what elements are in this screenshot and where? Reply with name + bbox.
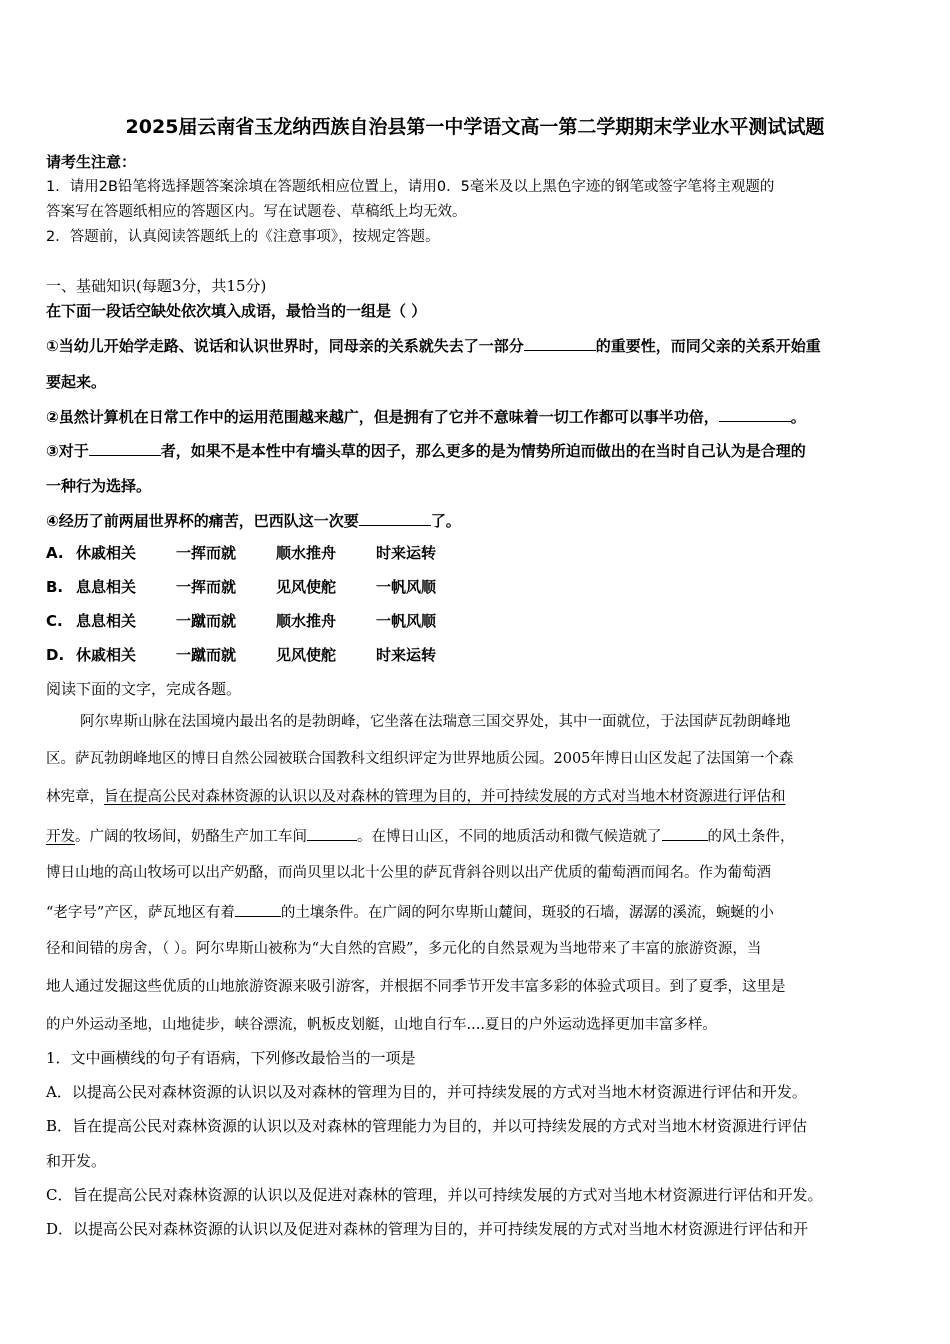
option-key: A. [46,544,64,562]
passage-line-5: 博日山地的高山牧场可以出产奶酪，而尚贝里以北十公里的萨瓦背斜谷则以出产优质的葡萄酒而闻名。作为葡萄酒 [46,865,771,881]
option-c [46,611,436,631]
option-idiom-2: 一挥而就 [176,578,237,596]
option-idiom-3: 顺水推舟 [276,544,337,562]
answer-blank [235,901,281,917]
option-idiom-4: 时来运转 [376,646,437,664]
option-d [46,645,436,665]
passage-line-8: 地人通过发掘这些优质的山地旅游资源来吸引游客，并根据不同季节开发丰富多彩的体验式项目。到了夏季，这里是 [46,979,786,995]
question-1-option-d: D．以提高公民对森林资源的认识以及促进对森林的管理为目的，并可持续发展的方式对当地木材资源进行评估和开 [46,1220,809,1238]
passage-line-3-pre: 林宪章， [46,789,104,805]
question-stem: 在下面一段话空缺处依次填入成语，最恰当的一组是（ ） [46,302,427,320]
passage-line-7: 径和间错的房舍，（ ）。阿尔卑斯山被称为“大自然的宫殿”，多元化的自然景观为当地带来了丰富的旅游资源，当 [46,941,762,957]
option-idiom-2: 一蹴而就 [176,646,237,664]
option-idiom-3: 见风使舵 [276,578,337,596]
sentence-1b: 要起来。 [46,373,107,391]
passage-line-1: 阿尔卑斯山脉在法国境内最出名的是勃朗峰，它坐落在法瑞意三国交界处，其中一面就位，于法国萨瓦勃朗峰地 [80,714,791,730]
underlined-sentence-end: 开发 [46,829,75,845]
question-1-option-c: C．旨在提高公民对森林资源的认识以及促进对森林的管理，并以可持续发展的方式对当地木材资源进行评估和开发。 [46,1186,823,1204]
option-key: B. [46,578,64,596]
question-1-stem: 1．文中画横线的句子有语病，下列修改最恰当的一项是 [46,1049,416,1067]
sentence-2 [46,406,806,427]
option-a [46,543,436,563]
option-idiom-4: 时来运转 [376,544,437,562]
option-b [46,577,436,597]
question-1-option-a: A．以提高公民对森林资源的认识以及对森林的管理为目的，并可持续发展的方式对当地木材资源进行评估和开发。 [46,1083,807,1101]
notice-line-1b: 答案写在答题纸相应的答题区内。写在试题卷、草稿纸上均无效。 [46,204,467,220]
option-idiom-1: 休戚相关 [76,646,137,664]
option-idiom-1: 休戚相关 [76,544,137,562]
underlined-sentence: 旨在提高公民对森林资源的认识以及对森林的管理为目的，并可持续发展的方式对当地木材资源进行评估和 [104,789,786,805]
passage-line-4-mid2: 。在博日山区，不同的地质活动和微气候造就了 [357,829,662,845]
option-idiom-2: 一蹴而就 [176,612,237,630]
sentence-3a-pre: ③对于 [46,442,89,460]
answer-blank [359,510,431,526]
sentence-2-post: 。 [790,408,806,426]
section-heading: 一、基础知识(每题3分，共15分) [46,277,267,295]
passage-line-4-post: 的风土条件， [707,829,795,845]
option-idiom-2: 一挥而就 [176,544,237,562]
sentence-4 [46,510,461,531]
notice-line-1a: 1．请用2B铅笔将选择题答案涂填在答题纸相应位置上，请用0．5毫米及以上黑色字迹的钢笔或签字笔将主观题的 [46,179,775,195]
sentence-1a [46,335,821,356]
sentence-2-pre: ②虽然计算机在日常工作中的运用范围越来越广，但是拥有了它并不意味着一切工作都可以事半功倍， [46,408,719,426]
passage-line-6 [46,901,774,923]
passage-line-3 [46,787,786,807]
option-idiom-1: 息息相关 [76,612,137,630]
option-key: D. [46,646,65,664]
question-1-option-b1: B．旨在提高公民对森林资源的认识以及对森林的管理能力为目的，并以可持续发展的方式对当地木材资源进行评估 [46,1117,808,1135]
option-idiom-4: 一帆风顺 [376,612,437,630]
sentence-1a-pre: ①当幼儿开始学走路、说话和认识世界时，同母亲的关系就失去了一部分 [46,337,524,355]
passage-line-6-pre: “老字号”产区，萨瓦地区有着 [46,905,235,921]
reading-intro: 阅读下面的文字，完成各题。 [46,680,242,698]
sentence-4-pre: ④经历了前两届世界杯的痛苦，巴西队这一次要 [46,512,359,530]
option-idiom-4: 一帆风顺 [376,578,437,596]
option-idiom-1: 息息相关 [76,578,137,596]
answer-blank [662,825,708,841]
sentence-4-post: 了。 [430,512,461,530]
passage-line-2: 区。萨瓦勃朗峰地区的博日自然公园被联合国教科文组织评定为世界地质公园。2005年博日山区发起了法国第一个森 [46,751,794,767]
question-1-option-b2: 和开发。 [46,1152,107,1170]
answer-blank [719,406,791,422]
notice-heading: 请考生注意： [46,153,137,171]
passage-line-4-mid: 。广阔的牧场间，奶酪生产加工车间 [75,829,307,845]
sentence-3b: 一种行为选择。 [46,477,152,495]
passage-line-4 [46,825,795,847]
answer-blank [89,440,161,456]
option-key: C. [46,612,63,630]
answer-blank [524,335,596,351]
page-title: 2025届云南省玉龙纳西族自治县第一中学语文高一第二学期期末学业水平测试试题 [125,116,825,138]
passage-line-9: 的户外运动圣地，山地徒步，峡谷漂流，帆板皮划艇，山地自行车....夏日的户外运动选择更加丰富多样。 [46,1017,717,1033]
option-idiom-3: 顺水推舟 [276,612,337,630]
option-idiom-3: 见风使舵 [276,646,337,664]
answer-blank [307,825,357,841]
notice-line-2: 2．答题前，认真阅读答题纸上的《注意事项》，按规定答题。 [46,229,440,245]
sentence-3a [46,440,806,461]
sentence-1a-post: 的重要性，而同父亲的关系开始重 [595,337,821,355]
passage-line-6-post: 的土壤条件。在广阔的阿尔卑斯山麓间，斑驳的石墙，潺潺的溪流，蜿蜒的小 [280,905,774,921]
sentence-3a-post: 者，如果不是本性中有墙头草的因子，那么更多的是为情势所迫而做出的在当时自己认为是合理的 [160,442,806,460]
